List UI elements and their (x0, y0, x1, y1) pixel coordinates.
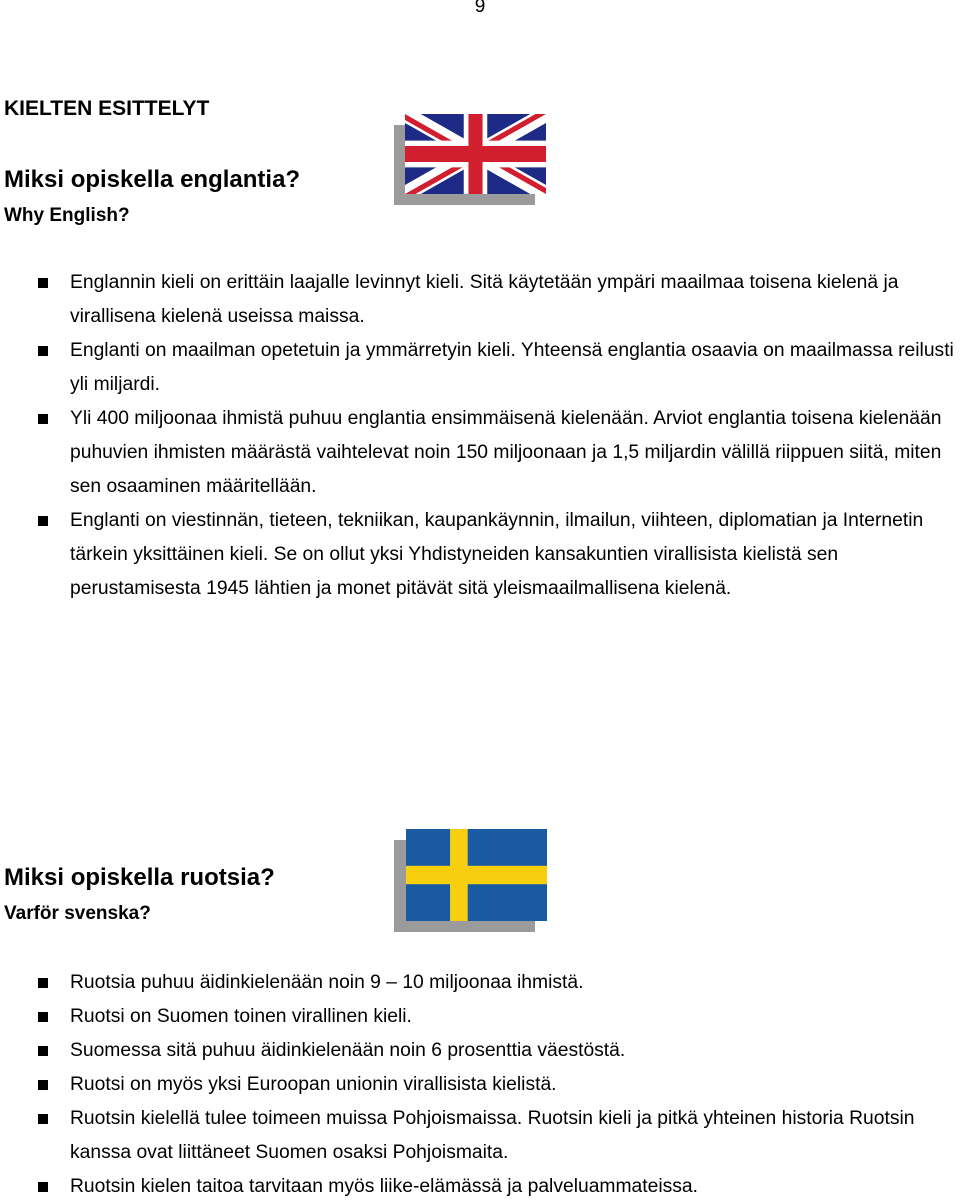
list-item: Ruotsin kielellä tulee toimeen muissa Pohjoismaissa. Ruotsin kieli ja pitkä yhteinen historia Ruotsin kanssa ovat liittäneet Suomen osaksi Pohjoismaita. (0, 1102, 960, 1170)
square-bullet-icon (38, 1080, 48, 1090)
list-item: Englanti on maailman opetetuin ja ymmärretyin kieli. Yhteensä englantia osaavia on maailmassa reilusti yli miljardi. (0, 334, 960, 402)
list-item: Englannin kieli on erittäin laajalle levinnyt kieli. Sitä käytetään ympäri maailmaa toisena kielenä ja virallisena kielenä useissa maissa. (0, 266, 960, 334)
square-bullet-icon (38, 1114, 48, 1124)
swedish-subheading: Varför svenska? (4, 903, 151, 924)
list-item: Suomessa sitä puhuu äidinkielenään noin 6 prosenttia väestöstä. (0, 1034, 960, 1068)
square-bullet-icon (38, 978, 48, 988)
english-subheading: Why English? (4, 205, 130, 226)
square-bullet-icon (38, 346, 48, 356)
english-heading: Miksi opiskella englantia? (4, 166, 301, 193)
page-number: 9 (474, 0, 486, 17)
list-item: Englanti on viestinnän, tieteen, tekniikan, kaupankäynnin, ilmailun, viihteen, diplomatian ja Internetin tärkein yksittäinen kieli. Se on ollut yksi Yhdistyneiden kansakuntien virallisista kielistä sen perustamisesta 1945 lähtien ja monet pitävät sitä yleismaailmallisena kielenä. (0, 504, 960, 606)
union-jack-flag-icon (405, 114, 546, 194)
square-bullet-icon (38, 1182, 48, 1192)
english-bullet-list (0, 266, 960, 606)
list-item: Ruotsi on myös yksi Euroopan unionin virallisista kielistä. (0, 1068, 960, 1102)
list-item: Ruotsin kielen taitoa tarvitaan myös liike-elämässä ja palveluammateissa. (0, 1170, 960, 1204)
square-bullet-icon (38, 414, 48, 424)
square-bullet-icon (38, 278, 48, 288)
swedish-heading: Miksi opiskella ruotsia? (4, 864, 275, 891)
square-bullet-icon (38, 516, 48, 526)
square-bullet-icon (38, 1012, 48, 1022)
list-item: Ruotsia puhuu äidinkielenään noin 9 – 10 miljoonaa ihmistä. (0, 966, 960, 1000)
swedish-flag-icon (406, 829, 547, 921)
square-bullet-icon (38, 1046, 48, 1056)
list-item: Yli 400 miljoonaa ihmistä puhuu englantia ensimmäisenä kielenään. Arviot englantia toisena kielenään puhuvien ihmisten määrästä vaihtelevat noin 150 miljoonaan ja 1,5 miljardin välillä riippuen siitä, miten sen osaaminen määritellään. (0, 402, 960, 504)
section-title: KIELTEN ESITTELYT (4, 97, 210, 120)
swedish-bullet-list (0, 966, 960, 1204)
list-item: Ruotsi on Suomen toinen virallinen kieli. (0, 1000, 960, 1034)
